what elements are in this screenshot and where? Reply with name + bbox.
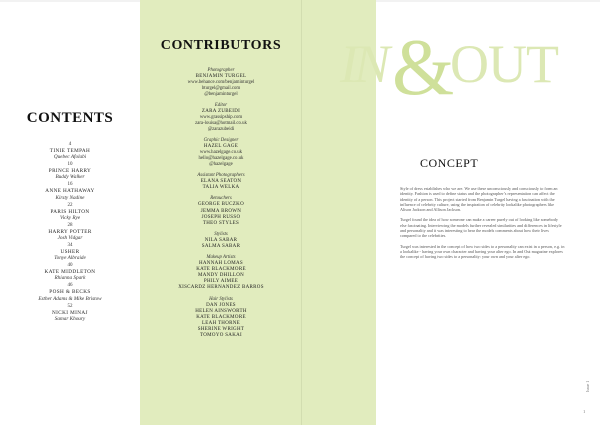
contributor-role: Hair Stylists bbox=[209, 296, 233, 302]
contributor-website[interactable]: www.grassipship.com bbox=[199, 115, 243, 121]
contributor-group-editor bbox=[140, 103, 302, 133]
contributor-group-photographer bbox=[140, 68, 302, 98]
entry-page-number: 28 bbox=[67, 222, 73, 228]
entry-credit: Rhianna Spark bbox=[54, 275, 86, 282]
contributor-name: SALMA SABAR bbox=[201, 243, 241, 249]
page-number: 1 bbox=[583, 409, 586, 414]
concept-paragraph: Turgel was interested in the concept of how two sides to a personality can exist in a person, e.g. in a lookalike - having your own character and having your alter ego. In and Out magazine explores the concept of having two sides to a personality: your own and your alter ego. bbox=[400, 243, 565, 260]
concept-body bbox=[400, 186, 565, 265]
contents-entry[interactable] bbox=[0, 223, 140, 243]
contributor-email[interactable]: hello@hazelgage.co.uk bbox=[198, 156, 244, 162]
entry-credit: Esther Adams & Mike Bristow bbox=[38, 295, 102, 302]
contributor-name: ELANA SEATON bbox=[200, 179, 242, 185]
entry-credit: Josh Vidgar bbox=[57, 234, 83, 241]
entry-title: POSH & BECKS bbox=[49, 289, 91, 296]
contributor-name: NILA SABAR bbox=[204, 237, 238, 243]
entry-credit: Samar Khoury bbox=[54, 315, 86, 322]
contributor-website[interactable]: www.behance.com/benjaminturgel bbox=[187, 80, 255, 86]
entry-title: TINIE TEMPAH bbox=[49, 148, 91, 154]
entry-title: KATE MIDDLETON bbox=[44, 269, 96, 276]
contributor-name: PHILY AIMEE bbox=[203, 279, 239, 285]
contributor-group-graphic-designer bbox=[140, 138, 302, 168]
entry-credit: Quebec Afolabi bbox=[53, 154, 87, 161]
contributor-role: Makeup Artists bbox=[206, 255, 236, 261]
entry-title: NICKI MINAJ bbox=[52, 309, 88, 316]
contributor-name: BENJAMIN TURGEL bbox=[195, 74, 247, 79]
contents-entry[interactable] bbox=[0, 263, 140, 283]
contributor-name: KATE BLACKMORE bbox=[196, 267, 246, 273]
contributor-role: Stylists bbox=[214, 231, 228, 237]
concept-paragraph: Style of dress establishes who we are. We use these unconsciously and consciously to form an identity. Fashion is used to define status and the photographer’s representation can affect the identity of a person. This project started from Benjamin Turgel having a fascination with the influence of celebrity culture, using the inspiration of celebrity lookalike photographers like Alison Jackson and Allison Jackson. bbox=[400, 186, 558, 213]
contributor-group-assistant-photographers bbox=[140, 173, 302, 191]
issue-label: Issue 1 bbox=[585, 380, 590, 392]
in-and-out-logo bbox=[338, 30, 568, 100]
contents-entry[interactable] bbox=[0, 283, 140, 303]
contributors-list bbox=[140, 68, 302, 344]
entry-page-number: 46 bbox=[67, 283, 73, 289]
entry-page-number: 52 bbox=[67, 303, 73, 309]
contributor-name: JEMMA BROWN bbox=[200, 208, 242, 214]
concept-paragraph: Turgel found the idea of how someone can make a career purely out of looking like somebody else fascinating. Interviewing the models further revealed similarities and differences in lifestyle and personality and it was interesting to hear the models comments about how their lives compared to the celebrities. bbox=[400, 217, 562, 239]
entry-page-number: 40 bbox=[67, 263, 73, 269]
contents-entry[interactable] bbox=[0, 142, 140, 162]
contributor-name: MANDY DHILLON bbox=[197, 273, 245, 279]
contributor-name: LEAH THORNE bbox=[201, 320, 241, 326]
entry-page-number: 4 bbox=[68, 142, 72, 147]
contributor-group-makeup-artists bbox=[140, 255, 302, 291]
contributor-handle[interactable]: @benjaminturgel bbox=[204, 92, 238, 98]
entry-page-number: 10 bbox=[67, 162, 73, 168]
entry-credit: Kirsty Nadine bbox=[55, 194, 85, 201]
contributor-role: Graphic Designer bbox=[203, 138, 239, 144]
entry-title: PARIS HILTON bbox=[50, 208, 90, 215]
entry-page-number: 16 bbox=[67, 182, 73, 188]
contributor-name: HANNAH LOMAS bbox=[198, 261, 244, 267]
entry-credit: Buddy Walker bbox=[55, 174, 85, 181]
contributor-role: Retouchers bbox=[210, 196, 232, 202]
entry-credit: Tonye Albraide bbox=[54, 255, 86, 262]
contributor-email[interactable]: bturgel@gmail.com bbox=[201, 86, 241, 92]
contributor-name: GEORGE BUCZKO bbox=[198, 202, 244, 208]
contents-entry[interactable] bbox=[0, 203, 140, 223]
logo-in: IN bbox=[340, 34, 386, 94]
contributor-name: DAN JONES bbox=[206, 302, 236, 308]
entry-title: USHER bbox=[60, 248, 80, 255]
contents-entry[interactable] bbox=[0, 182, 140, 202]
contributor-name: SHERINE WRIGHT bbox=[197, 326, 245, 332]
entry-page-number: 22 bbox=[67, 202, 73, 208]
contributor-name: ZARA ZUBEIDI bbox=[201, 109, 241, 115]
logo-ampersand: & bbox=[392, 30, 455, 100]
contents-entry[interactable] bbox=[0, 243, 140, 263]
contributor-website[interactable]: www.hazelgage.co.uk bbox=[199, 150, 243, 156]
contents-entry[interactable] bbox=[0, 162, 140, 182]
contributor-name: KATE BLACKMORE bbox=[196, 314, 246, 320]
entry-title: HARRY POTTER bbox=[48, 228, 92, 235]
entry-title: PRINCE HARRY bbox=[48, 168, 92, 175]
contributor-role: Assistant Photographers bbox=[197, 173, 245, 179]
contributor-role: Editor bbox=[214, 103, 228, 109]
contributor-name: JOSEPH RUSSO bbox=[201, 214, 241, 220]
contributor-role: Photographer bbox=[207, 68, 235, 73]
contributor-group-stylists bbox=[140, 232, 302, 250]
contributor-email[interactable]: zara-louisa@hotmail.co.uk bbox=[195, 121, 247, 127]
contributor-name: HELEN AINSWORTH bbox=[195, 308, 247, 314]
contributor-name: HAZEL GAGE bbox=[203, 144, 239, 150]
contributor-group-retouchers bbox=[140, 196, 302, 226]
contributor-name: XISCARDZ HERNANDEZ BARROS bbox=[178, 285, 264, 291]
contributor-handle[interactable]: @zarazubeidi bbox=[207, 127, 235, 133]
entry-title: ANNE HATHAWAY bbox=[45, 188, 95, 195]
concept-heading: CONCEPT bbox=[420, 156, 479, 170]
entry-page-number: 34 bbox=[67, 242, 73, 248]
contents-heading: CONTENTS bbox=[26, 110, 114, 126]
contents-list bbox=[0, 142, 140, 324]
contents-entry[interactable] bbox=[0, 304, 140, 324]
contributor-handle[interactable]: @hazelgage bbox=[209, 162, 233, 168]
contributor-name: THEO STYLES bbox=[202, 220, 240, 226]
contributor-group-hair-stylists bbox=[140, 297, 302, 340]
entry-credit: Vicky Rye bbox=[59, 214, 81, 221]
contributor-name: TALIA WELKA bbox=[202, 185, 240, 191]
logo-out: OUT bbox=[450, 34, 558, 94]
contributors-heading: CONTRIBUTORS bbox=[160, 38, 282, 53]
contributor-name: TOMOYO SAKAI bbox=[200, 332, 242, 338]
